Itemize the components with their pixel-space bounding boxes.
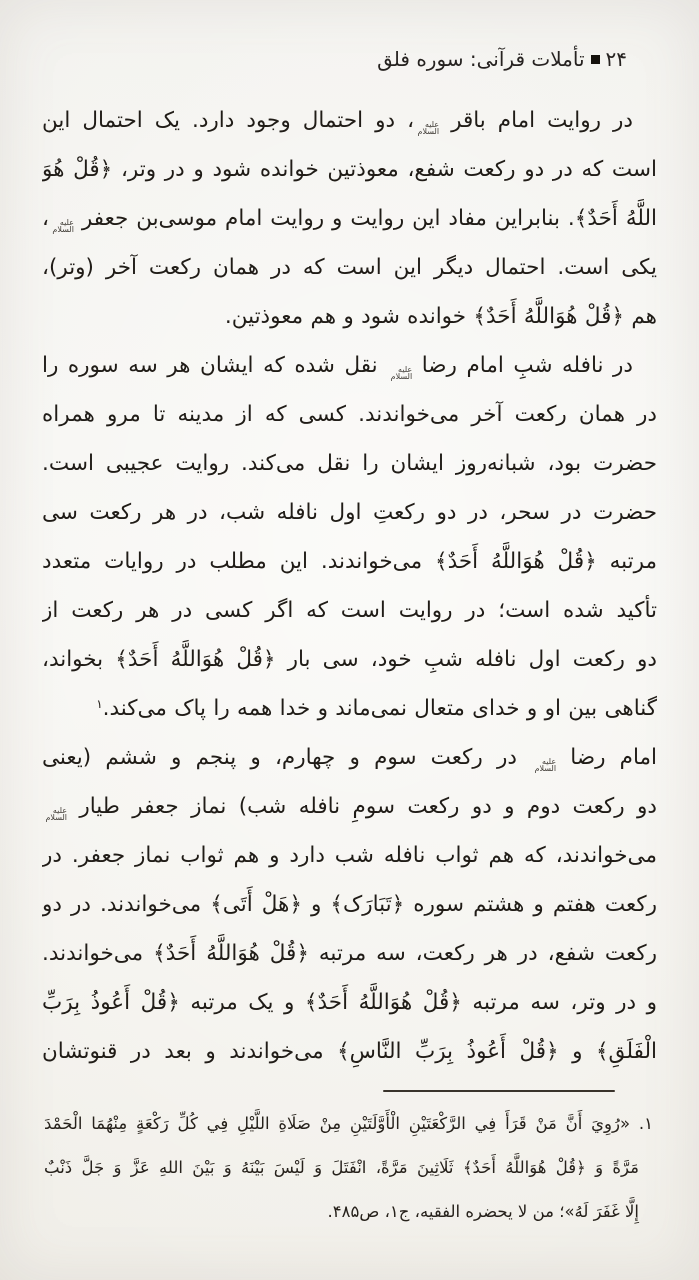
text-line: دو رکعت دوم و دو رکعت سومِ نافله شب) نماز جعفر طیار علیه السلام bbox=[42, 782, 657, 831]
footnote-separator bbox=[383, 1090, 615, 1092]
text-line: می‌خواندند، که هم ثواب نافله شب دارد و هم ثواب نماز جعفر. در bbox=[42, 843, 657, 868]
honorific-seal: علیه السلام bbox=[390, 365, 413, 381]
text-line: در نافله شبِ امام رضا علیه السلام نقل شده که ایشان هر سه سوره را bbox=[42, 353, 633, 381]
honorific-seal: علیه السلام bbox=[534, 757, 557, 773]
text-line: ۱. «رُوِيَ أَنَّ مَنْ قَرَأَ فِي الرَّكْعَتَيْنِ الْأَوَّلَتَيْنِ مِنْ صَلَاةِ اللَّيْلِ فِي كُلِّ رَكْعَةٍ مِنْهُمَا الْحَمْدَ bbox=[44, 1114, 653, 1133]
text-line: در همان رکعت آخر می‌خواندند. کسی که از مدینه تا مرو همراه bbox=[42, 402, 657, 427]
page-number: ۲۴ bbox=[605, 47, 627, 71]
text-line: الْفَلَقِ﴾ و ﴿قُلْ أَعُوذُ بِرَبِّ النَّاسِ﴾ می‌خواندند و بعد در قنوتشان bbox=[42, 1039, 657, 1064]
honorific-seal: علیه السلام bbox=[417, 120, 440, 136]
body-text bbox=[0, 96, 699, 1076]
text-line: در روایت امام باقر علیه السلام ، دو احتمال وجود دارد. یک احتمال این bbox=[42, 108, 634, 136]
text-line: حضرت بود، شبانه‌روز ایشان را نقل می‌کند. روایت عجیبی است. bbox=[42, 451, 657, 476]
honorific-seal: علیه السلام bbox=[45, 806, 67, 822]
text-line: مَرَّةً وَ ﴿قُلْ هُوَاللَّهُ أَحَدٌ﴾ ثَلَاثِينَ مَرَّةً، انْفَتَلَ وَ لَيْسَ بَيْنَهُ وَ بَيْنَ اللهِ عَزَّ وَ جَلَّ ذَنْبٌ bbox=[44, 1158, 639, 1177]
text-line: رکعت هفتم و هشتم سوره ﴿تَبَارَک﴾ و ﴿هَلْ أَتَى﴾ می‌خواندند. در دو bbox=[42, 892, 657, 917]
footnotes bbox=[0, 1102, 699, 1234]
text-line: امام رضا علیه السلام در رکعت سوم و چهارم، و پنجم و ششم (یعنی bbox=[42, 745, 657, 773]
text-line: است که در دو رکعت شفع، معوذتین خوانده شود و در وتر، ﴿قُلْ هُوَ bbox=[42, 157, 657, 182]
text-line: و در وتر، سه مرتبه ﴿قُلْ هُوَاللَّهُ أَحَدٌ﴾ و یک مرتبه ﴿قُلْ أَعُوذُ بِرَبِّ bbox=[42, 990, 657, 1015]
honorific-seal: علیه السلام bbox=[52, 218, 74, 234]
text-line: گناهی بین او و خدای متعال نمی‌ماند و خدا همه را پاک می‌کند.$^۱$ bbox=[96, 696, 657, 721]
square-bullet-icon bbox=[591, 55, 600, 64]
text-line: هم ﴿قُلْ هُوَاللَّهُ أَحَدٌ﴾ خوانده شود و هم معوذتین. bbox=[224, 304, 657, 329]
text-line: یکی است. احتمال دیگر این است که در همان رکعت آخر (وتر)، bbox=[42, 255, 657, 280]
text-line: إِلَّا غَفَرَ لَهُ»؛ من لا یحضره الفقیه، ج۱، ص۴۸۵. bbox=[327, 1202, 639, 1221]
text-line: تأکید شده است؛ در روایت است که اگر کسی در هر رکعت از bbox=[42, 598, 657, 623]
running-title: تأملات قرآنی: سوره فلق bbox=[377, 47, 585, 71]
text-line: دو رکعت اول نافله شبِ خود، سی بار ﴿قُلْ هُوَاللَّهُ أَحَدٌ﴾ بخواند، bbox=[42, 647, 657, 672]
page-header bbox=[0, 0, 699, 72]
text-line: مرتبه ﴿قُلْ هُوَاللَّهُ أَحَدٌ﴾ می‌خواندند. این مطلب در روایات متعدد bbox=[42, 549, 657, 574]
text-line: رکعت شفع، در هر رکعت، سه مرتبه ﴿قُلْ هُوَاللَّهُ أَحَدٌ﴾ می‌خواندند. bbox=[42, 941, 657, 966]
footnote-marker: ۱ bbox=[96, 697, 103, 711]
text-line: حضرت در سحر، در دو رکعتِ اول نافله شب، در هر رکعت سی bbox=[42, 500, 657, 525]
text-line: اللَّهُ أَحَدٌ﴾. بنابراین مفاد این روایت و روایت امام موسی‌بن جعفر علیه السلام ، bbox=[42, 206, 657, 234]
